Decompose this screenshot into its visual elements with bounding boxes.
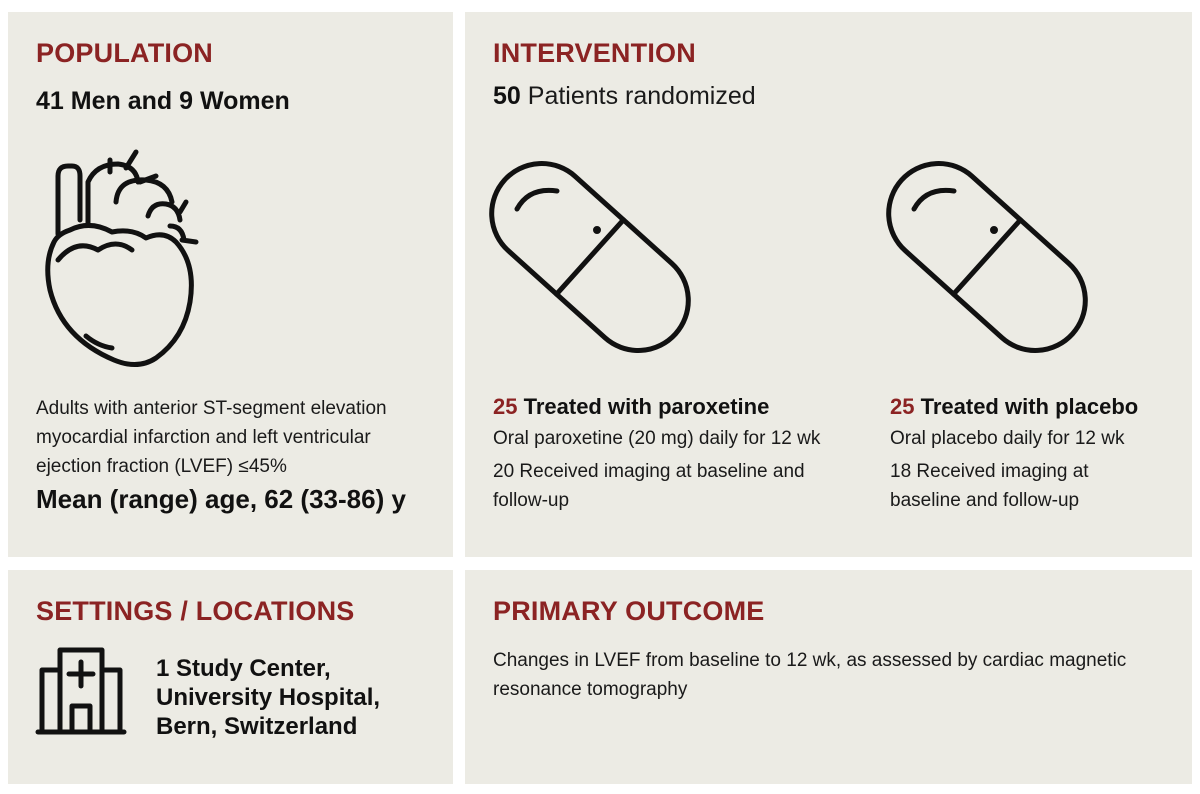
population-age: Mean (range) age, 62 (33-86) y xyxy=(36,484,406,514)
randomized-line xyxy=(493,82,756,111)
arm-paroxetine-count: 25 xyxy=(493,394,518,419)
intervention-panel xyxy=(465,12,1192,557)
intervention-heading: INTERVENTION xyxy=(493,38,696,68)
outcome-description: Changes in LVEF from baseline to 12 wk, as assessed by cardiac magnetic resonance tomography xyxy=(493,650,1127,700)
settings-line-3: Bern, Switzerland xyxy=(156,713,358,740)
arm-paroxetine-imaging: 20 Received imaging at baseline and follow-up xyxy=(493,461,805,511)
settings-line-1: 1 Study Center, xyxy=(156,655,331,682)
settings-line-2: University Hospital, xyxy=(156,684,381,711)
settings-heading: SETTINGS / LOCATIONS xyxy=(36,596,355,626)
arm-placebo-title xyxy=(890,394,1138,420)
arm-paroxetine-label: Treated with paroxetine xyxy=(523,394,770,419)
population-heading: POPULATION xyxy=(36,38,213,68)
pill-icon xyxy=(493,157,688,357)
pill-icon xyxy=(890,157,1085,357)
arm-placebo-label: Treated with placebo xyxy=(920,394,1139,419)
arm-placebo-count: 25 xyxy=(890,394,915,419)
population-description: Adults with anterior ST-segment elevation myocardial infarction and left ventricular ejection fraction (LVEF) ≤45% xyxy=(36,398,387,477)
randomized-count: 50 xyxy=(493,82,521,110)
arm-placebo-imaging: 18 Received imaging at baseline and follow-up xyxy=(890,461,1089,511)
outcome-heading: PRIMARY OUTCOME xyxy=(493,596,765,626)
population-panel xyxy=(8,12,453,557)
arm-paroxetine-title xyxy=(493,394,769,420)
hospital-icon xyxy=(36,646,126,736)
arm-placebo-dose: Oral placebo daily for 12 wk xyxy=(890,428,1125,449)
randomized-label: Patients randomized xyxy=(527,82,756,110)
settings-panel xyxy=(8,570,453,784)
settings-location xyxy=(156,654,380,741)
heart-icon xyxy=(36,142,216,382)
outcome-panel xyxy=(465,570,1192,784)
population-subtitle: 41 Men and 9 Women xyxy=(36,87,290,115)
arm-paroxetine-dose: Oral paroxetine (20 mg) daily for 12 wk xyxy=(493,428,821,449)
